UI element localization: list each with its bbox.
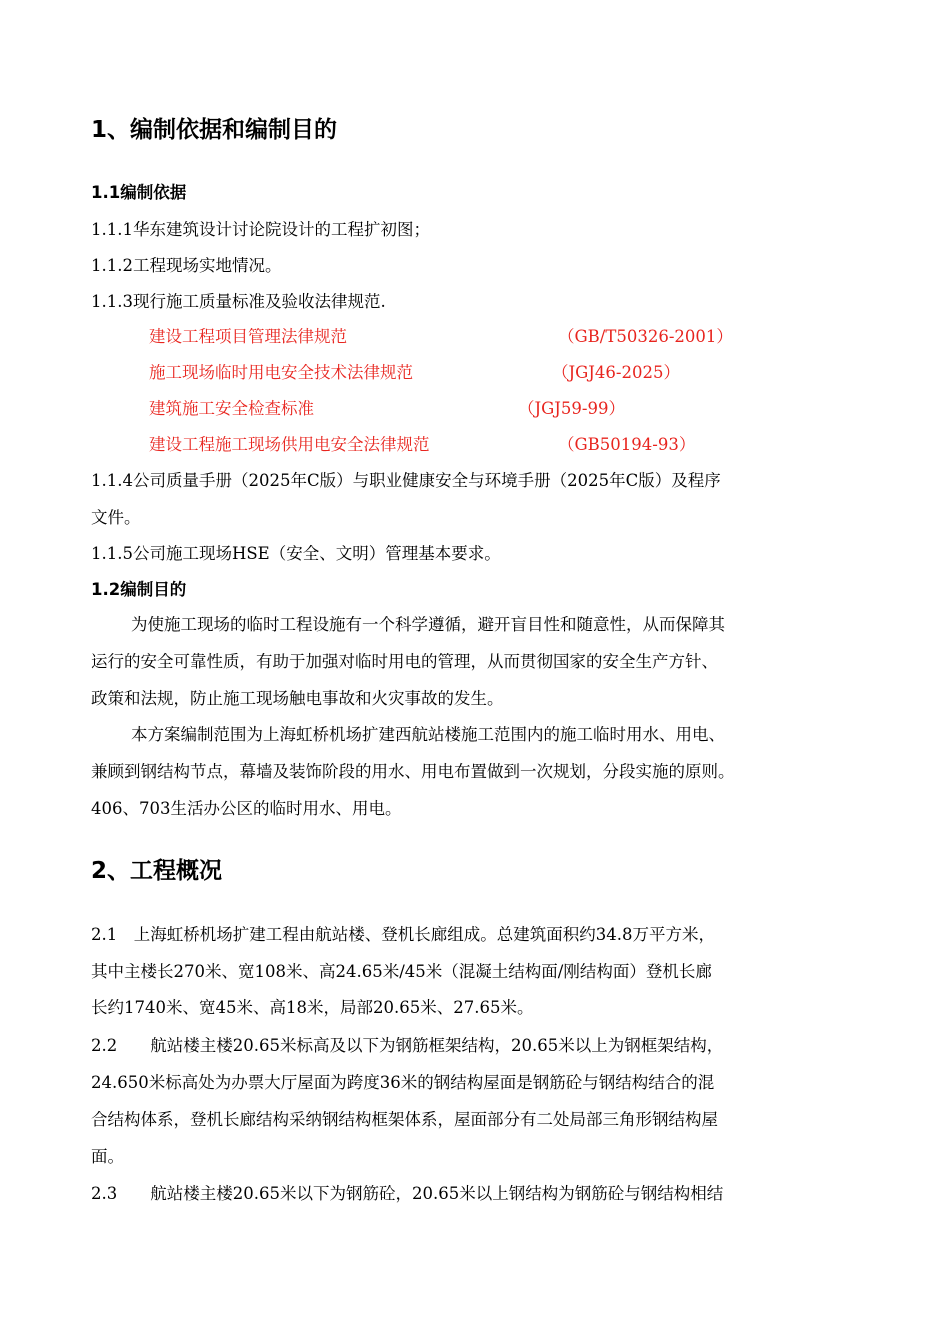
item-1-1-4-line2: 文件。 (91, 508, 141, 527)
item-1-1-2: 1.1.2工程现场实地情况。 (91, 256, 282, 275)
subsection-1-1-heading: 1.1编制依据 (91, 183, 187, 202)
standard-code: （JGJ46-2025） (552, 363, 680, 382)
standard-name: 建设工程项目管理法律规范 (149, 327, 347, 346)
standard-name: 施工现场临时用电安全技术法律规范 (149, 363, 413, 382)
standard-code: （GB/T50326-2001） (558, 327, 733, 346)
item-1-1-3: 1.1.3现行施工质量标准及验收法律规范. (91, 292, 386, 311)
section-2-heading: 2、工程概况 (91, 858, 223, 884)
subsection-1-2-heading: 1.2编制目的 (91, 580, 187, 599)
paragraph-line: 本方案编制范围为上海虹桥机场扩建西航站楼施工范围内的施工临时用水、用电、 (131, 725, 725, 744)
item-1-1-1: 1.1.1华东建筑设计讨论院设计的工程扩初图； (91, 220, 430, 239)
section-1-heading: 1、编制依据和编制目的 (91, 117, 338, 143)
item-1-1-4-line1: 1.1.4公司质量手册（2025年C版）与职业健康安全与环境手册（2025年C版）及程序 (91, 471, 721, 490)
paragraph-line: 为使施工现场的临时工程设施有一个科学遵循，避开盲目性和随意性，从而保障其 (131, 615, 725, 634)
paragraph-line: 2.1 上海虹桥机场扩建工程由航站楼、登机长廊组成。总建筑面积约34.8万平方米， (91, 925, 715, 944)
standard-code: （GB50194-93） (558, 435, 696, 454)
paragraph-line: 24.650米标高处为办票大厅屋面为跨度36米的钢结构屋面是钢筋砼与钢结构结合的混 (91, 1073, 715, 1092)
paragraph-line: 面。 (91, 1147, 124, 1166)
paragraph-line: 2.2 航站楼主楼20.65米标高及以下为钢筋框架结构，20.65米以上为钢框架结构， (91, 1036, 724, 1055)
paragraph-line: 其中主楼长270米、宽108米、高24.65米/45米（混凝土结构面/刚结构面）登机长廊 (91, 962, 712, 981)
paragraph-line: 2.3 航站楼主楼20.65米以下为钢筋砼，20.65米以上钢结构为钢筋砼与钢结构相结 (91, 1184, 724, 1203)
standard-code: （JGJ59-99） (518, 399, 625, 418)
paragraph-line: 政策和法规，防止施工现场触电事故和火灾事故的发生。 (91, 689, 504, 708)
standard-name: 建设工程施工现场供用电安全法律规范 (149, 435, 430, 454)
paragraph-line: 兼顾到钢结构节点，幕墙及装饰阶段的用水、用电布置做到一次规划，分段实施的原则。 (91, 762, 735, 781)
paragraph-line: 长约1740米、宽45米、高18米，局部20.65米、27.65米。 (91, 998, 534, 1017)
paragraph-line: 运行的安全可靠性质，有助于加强对临时用电的管理，从而贯彻国家的安全生产方针、 (91, 652, 718, 671)
paragraph-line: 406、703生活办公区的临时用水、用电。 (91, 799, 402, 818)
standard-name: 建筑施工安全检查标准 (149, 399, 314, 418)
paragraph-line: 合结构体系，登机长廊结构采纳钢结构框架体系，屋面部分有二处局部三角形钢结构屋 (91, 1110, 718, 1129)
item-1-1-5: 1.1.5公司施工现场HSE（安全、文明）管理基本要求。 (91, 544, 501, 563)
